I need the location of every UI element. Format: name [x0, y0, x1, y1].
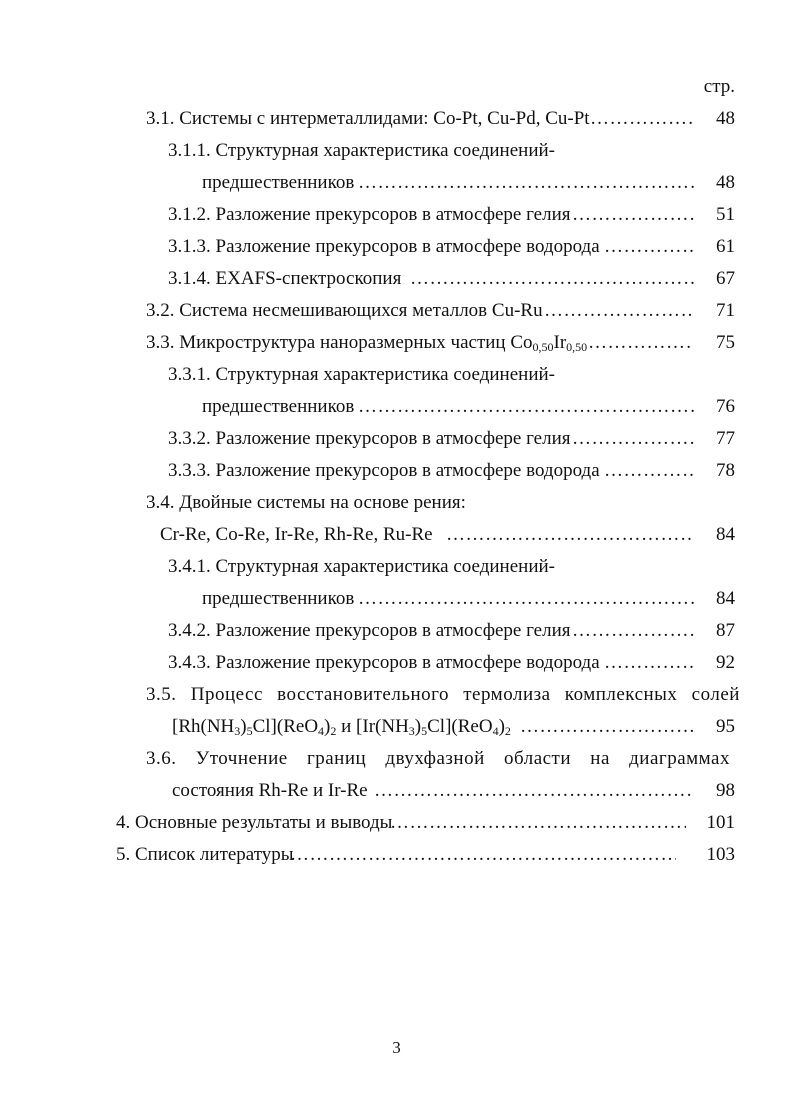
toc-entry: [0, 842, 793, 868]
subscript: 5: [421, 724, 428, 738]
toc-page-number: 84: [716, 588, 735, 609]
toc-entry: [0, 554, 793, 580]
toc-page-number: 48: [716, 108, 735, 129]
toc-entry-text: 5. Список литературы: [116, 844, 294, 865]
toc-entry-text: 3.2. Система несмешивающихся металлов Cu-Ru: [146, 300, 543, 321]
formula-part: Cl](ReO: [427, 716, 493, 737]
page-number: 3: [392, 1038, 401, 1057]
subscript: 4: [318, 724, 325, 738]
toc-entry: [0, 138, 793, 164]
toc-entry-text: предшественников: [202, 396, 355, 417]
toc-entry: [0, 522, 793, 548]
toc-entry-text: 3.3.2. Разложение прекурсоров в атмосфере гелия: [168, 428, 571, 449]
toc-entry-text: 3.4.1. Структурная характеристика соединений-: [168, 556, 555, 577]
subscript: 0,50: [566, 340, 588, 354]
toc-leader: [358, 394, 694, 420]
toc-page-number: 84: [716, 524, 735, 545]
toc-entry: [0, 266, 793, 292]
formula-part: [Rh(NH: [172, 716, 235, 737]
toc-entry-text: 3.4. Двойные системы на основе рения:: [146, 492, 466, 513]
toc-entry-text-part: Ir: [553, 332, 567, 353]
toc-entry: [0, 810, 793, 836]
toc-entry-text: предшественников: [202, 588, 355, 609]
toc-entry-text: 3.3.3. Разложение прекурсоров в атмосфере водорода: [168, 460, 600, 481]
toc-entry: [0, 202, 793, 228]
toc-entry: [0, 618, 793, 644]
toc-leader: [590, 106, 694, 132]
toc-entry: [0, 650, 793, 676]
toc-entry-text: предшественников: [202, 172, 355, 193]
toc-entry-text-part: 3.3. Микроструктура наноразмерных частиц Co: [146, 332, 533, 353]
toc-page-number: 95: [716, 716, 735, 737]
formula-part: ): [240, 716, 247, 737]
toc-entry-text: 3.1.3. Разложение прекурсоров в атмосфере водорода: [168, 236, 600, 257]
formula-part: и [Ir(NH: [336, 716, 409, 737]
toc-entry-text: [146, 330, 587, 356]
toc-entry: [0, 746, 793, 772]
toc-page-number: 92: [716, 652, 735, 673]
toc-entry: [0, 330, 793, 356]
toc-entry-text: Cr-Re, Co-Re, Ir-Re, Rh-Re, Ru-Re: [160, 524, 433, 545]
toc-entry-text: 3.4.2. Разложение прекурсоров в атмосфере гелия: [168, 620, 571, 641]
subscript: 3: [234, 724, 241, 738]
toc-page-number: 87: [716, 620, 735, 641]
toc-entry-text: 4. Основные результаты и выводы: [116, 812, 393, 833]
subscript: 3: [408, 724, 415, 738]
toc-entry-text: 3.1.2. Разложение прекурсоров в атмосфере гелия: [168, 204, 571, 225]
toc-entry: [0, 394, 793, 420]
toc-entry: [0, 682, 793, 708]
toc-page-number: 78: [716, 460, 735, 481]
toc-entry-text: 3.1.1. Структурная характеристика соединений-: [168, 140, 555, 161]
toc-leader: [604, 458, 694, 484]
toc-entry-text: [172, 714, 511, 740]
subscript: 2: [504, 724, 511, 738]
toc-entry: [0, 298, 793, 324]
subscript: 0,50: [532, 340, 554, 354]
toc-entry: [0, 586, 793, 612]
toc-page-number: 71: [716, 300, 735, 321]
toc-entry: [0, 362, 793, 388]
toc-entry: [0, 170, 793, 196]
toc-page-number: 67: [716, 268, 735, 289]
formula-part: Cl](ReO: [252, 716, 319, 737]
toc-leader: [572, 202, 694, 228]
toc-page-number: 61: [716, 236, 735, 257]
toc-leader: [604, 234, 694, 260]
formula-part: ): [414, 716, 422, 737]
toc-entry: [0, 458, 793, 484]
toc-page-number: 103: [706, 844, 735, 865]
toc-entry: [0, 714, 793, 740]
toc-entry-text: 3.3.1. Структурная характеристика соединений-: [168, 364, 555, 385]
toc-entry: [0, 490, 793, 516]
toc-leader: [544, 298, 694, 324]
toc-leader: [520, 714, 694, 740]
toc-leader: [446, 522, 694, 548]
toc-page-number: 48: [716, 172, 735, 193]
toc-leader: [390, 810, 686, 836]
toc-leader: [588, 330, 692, 356]
page-column-label: стр.: [703, 76, 735, 97]
toc-page-number: 77: [716, 428, 735, 449]
toc-entry-text: 3.5. Процесс восстановительного термолиза комплексных солей: [146, 684, 740, 705]
subscript: 5: [246, 724, 253, 738]
toc-page-number: 98: [716, 780, 735, 801]
toc-page-number: 75: [716, 332, 735, 353]
toc-entry-text: 3.6. Уточнение границ двухфазной области на диаграммах: [146, 748, 730, 769]
toc-page-number: 101: [706, 812, 735, 833]
toc-leader: [410, 266, 694, 292]
subscript: 2: [330, 724, 337, 738]
toc-leader: [374, 778, 694, 804]
toc-leader: [358, 170, 694, 196]
toc-leader: [572, 618, 694, 644]
toc-entry: [0, 106, 793, 132]
toc-entry-text: состояния Rh-Re и Ir-Re: [172, 780, 368, 801]
subscript: 4: [492, 724, 499, 738]
toc-entry: [0, 426, 793, 452]
toc-leader: [572, 426, 694, 452]
toc-leader: [604, 650, 694, 676]
toc-leader: [358, 586, 694, 612]
formula-part: ): [324, 716, 331, 737]
toc-leader: [290, 842, 676, 868]
toc-entry: [0, 778, 793, 804]
formula-part: ): [498, 716, 505, 737]
toc-page-number: 51: [716, 204, 735, 225]
toc-page-number: 76: [716, 396, 735, 417]
toc-entry-text: 3.4.3. Разложение прекурсоров в атмосфере водорода: [168, 652, 600, 673]
toc-entry: [0, 234, 793, 260]
toc-entry-text: 3.1. Системы с интерметаллидами: Co-Pt, Cu-Pd, Cu-Pt: [146, 108, 590, 129]
toc-entry-text: 3.1.4. EXAFS-спектроскопия: [168, 268, 402, 289]
